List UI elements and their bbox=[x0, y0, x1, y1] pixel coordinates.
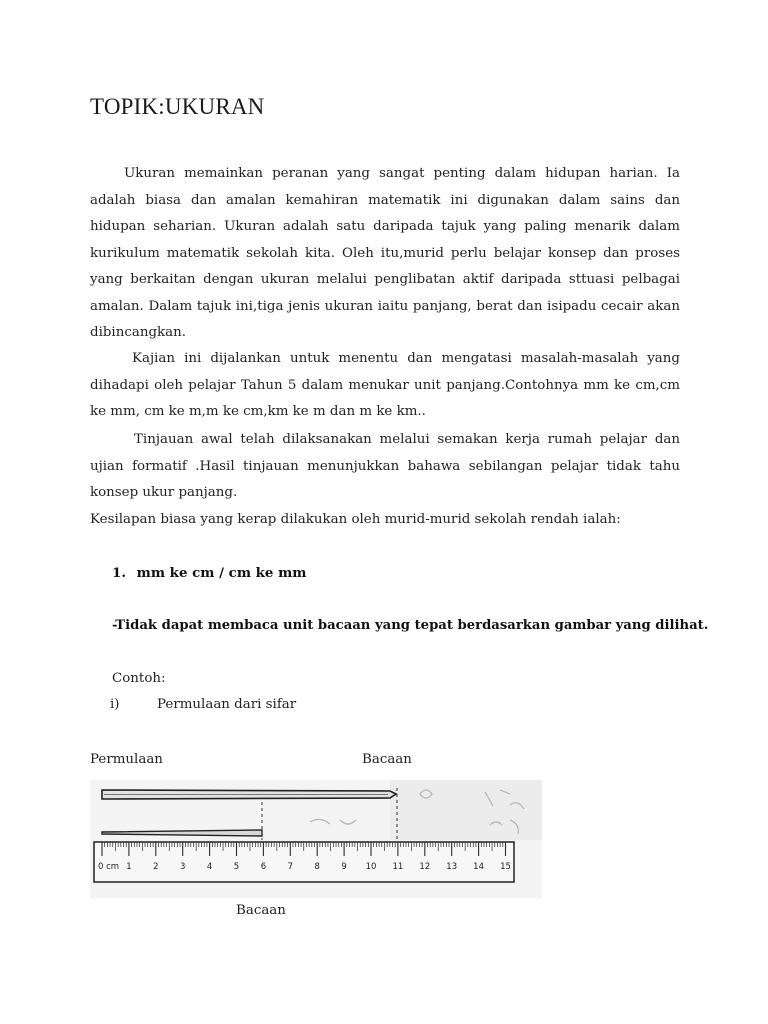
ruler-tick-label: 14 bbox=[473, 862, 485, 872]
paragraph-survey: Tinjauan awal telah dilaksanakan melalui semakan kerja rumah pelajar dan ujian formatif .Hasil tinjauan menunjukkan bahawa sebilangan pelajar tidak tahu konsep ukur panjang. bbox=[90, 432, 680, 500]
ruler-tick-label: 1 bbox=[126, 862, 132, 872]
ruler-tick-label: 10 bbox=[365, 862, 377, 872]
page-title: TOPIK:UKURAN bbox=[90, 94, 265, 119]
ruler-tick-label: 6 bbox=[260, 862, 267, 872]
ruler-tick-label: 7 bbox=[287, 862, 294, 872]
long-pencil bbox=[102, 790, 396, 799]
figure-caption-start: Permulaan bbox=[90, 752, 163, 767]
ruler-tick-label: 8 bbox=[314, 862, 320, 872]
list-item-text: Permulaan dari sifar bbox=[157, 697, 297, 712]
ruler-image bbox=[90, 780, 542, 898]
ruler-tick-label: 3 bbox=[179, 862, 186, 872]
paragraph-study: Kajian ini dijalankan untuk menentu dan mengatasi masalah-masalah yang dihadapi oleh pelajar Tahun 5 dalam menukar unit panjang.Contohnya mm ke cm,cm ke mm, cm ke m,m ke cm,km ke m dan m ke km.. bbox=[90, 351, 680, 419]
figure-caption-reading: Bacaan bbox=[362, 752, 412, 767]
ruler-tick-label: 5 bbox=[233, 862, 240, 872]
ruler-tick-label: 12 bbox=[419, 862, 431, 872]
ruler-tick-label: 4 bbox=[206, 862, 213, 872]
paragraph-intro: Ukuran memainkan peranan yang sangat penting dalam hidupan harian. Ia adalah biasa dan amalan kemahiran matematik ini digunakan dalam sains dan hidupan seharian. Ukuran adalah satu daripada tajuk yang paling menarik dalam kurikulum matematik sekolah kita. Oleh itu,murid perlu belajar konsep dan proses yang berkaitan dengan ukuran melalui penglibatan aktif daripada sttuasi pelbagai amalan. Dalam tajuk ini,tiga jenis ukuran iaitu panjang, berat dan isipadu cecair akan dibincangkan. bbox=[90, 166, 680, 340]
error-description: -Tidak dapat membaca unit bacaan yang tepat berdasarkan gambar yang dilihat. bbox=[112, 618, 709, 633]
ruler-tick-label: 13 bbox=[446, 862, 458, 872]
section-number: 1. bbox=[112, 565, 126, 581]
ruler-tick-label: 2 bbox=[153, 862, 159, 872]
section-heading-text: mm ke cm / cm ke mm bbox=[136, 565, 307, 581]
intro-line: Kesilapan biasa yang kerap dilakukan oleh murid-murid sekolah rendah ialah: bbox=[90, 512, 621, 527]
figure-caption-bottom: Bacaan bbox=[236, 903, 286, 918]
example-label: Contoh: bbox=[112, 671, 166, 686]
scan-smudge bbox=[390, 780, 542, 840]
section-heading bbox=[112, 565, 306, 581]
ruler-tick-label: 11 bbox=[392, 862, 404, 872]
ruler-tick-label: 15 bbox=[500, 862, 511, 872]
ruler-figure bbox=[90, 780, 542, 898]
list-item-number: i) bbox=[110, 697, 120, 712]
ruler-tick-label: 0 cm bbox=[98, 862, 120, 872]
ruler-tick-label: 9 bbox=[341, 862, 347, 872]
